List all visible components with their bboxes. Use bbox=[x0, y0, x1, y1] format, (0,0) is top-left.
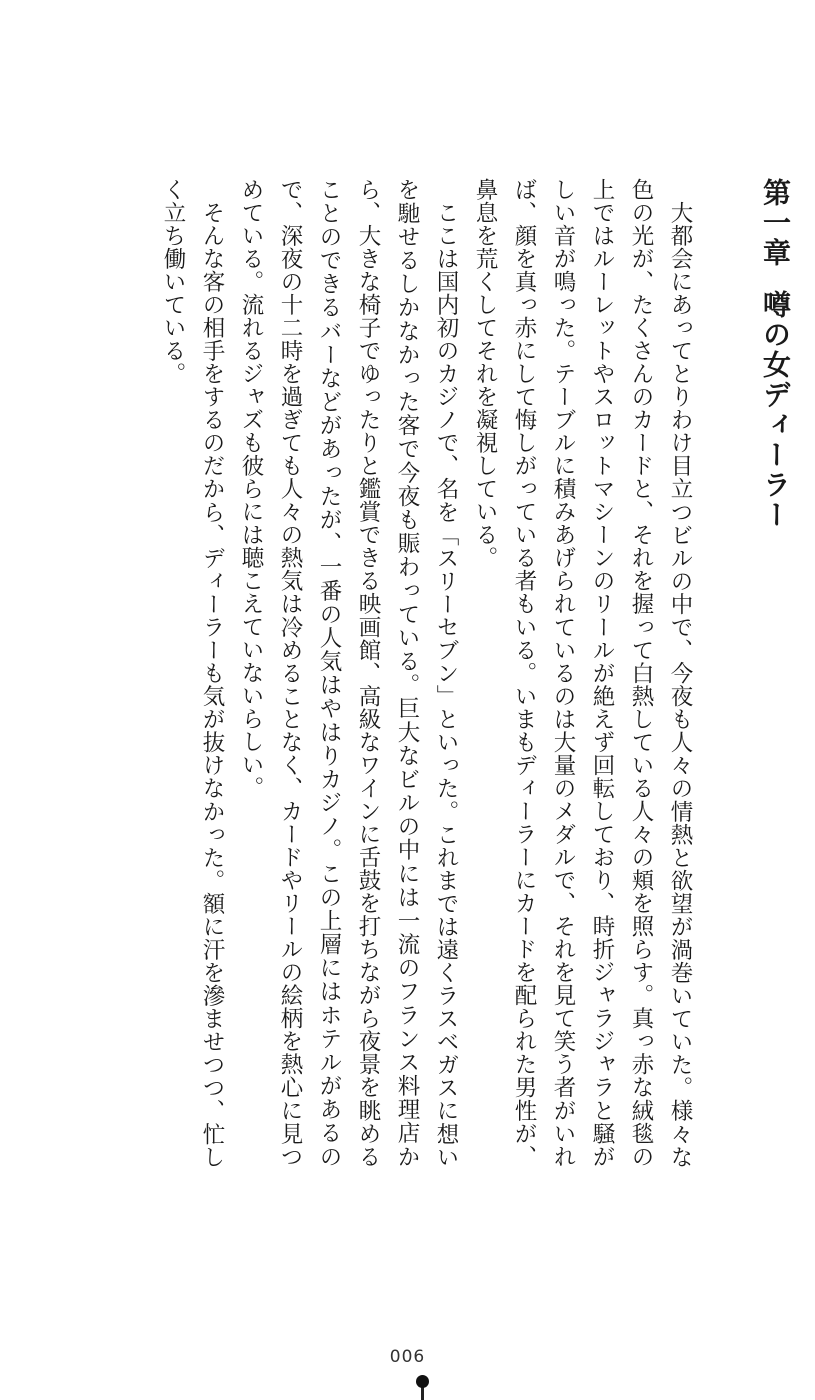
paragraph-3: そんな客の相手をするのだから、ディーラーも気が抜けなかった。額に汗を滲ませつつ、忙しく立ち働いている。 bbox=[160, 178, 225, 1168]
vertical-text-block bbox=[73, 178, 793, 1168]
paragraph-2: ここは国内初のカジノで、名を「スリーセブン」といった。これまでは遠くラスベガスに想いを馳せるしかなかった客で今夜も賑わっている。巨大なビルの中には一流のフランス料理店から、大きな椅子でゆったりと鑑賞できる映画館、高級なワインに舌鼓を打ちながら夜景を眺めることのできるバーなどがあったが、一番の人気はやはりカジノ。この上層にはホテルがあるので、深夜の十二時を過ぎても人々の熱気は冷めることなく、カードやリールの絵柄を熱心に見つめている。流れるジャズも彼らには聴こえていないらしい。 bbox=[238, 178, 459, 1168]
chapter-number: 第一章 bbox=[759, 178, 792, 268]
page-marker-dot bbox=[416, 1375, 429, 1388]
page-number: 006 bbox=[389, 1347, 426, 1367]
chapter-title: 噂の女ディーラー bbox=[759, 290, 792, 530]
paragraph-1: 大都会にあってとりわけ目立つビルの中で、今夜も人々の情熱と欲望が渦巻いていた。様々な色の光が、たくさんのカードと、それを握って白熱している人々の頬を照らす。真っ赤な絨毯の上ではルーレットやスロットマシーンのリールが絶えず回転しており、時折ジャラジャラと騒がしい音が鳴った。テーブルに積みあげられているのは大量のメダルで、それを見て笑う者がいれば、顔を真っ赤にして悔しがっている者もいる。いまもディーラーにカードを配られた男性が、鼻息を荒くしてそれを凝視している。 bbox=[472, 178, 693, 1168]
chapter-heading bbox=[757, 178, 793, 1168]
